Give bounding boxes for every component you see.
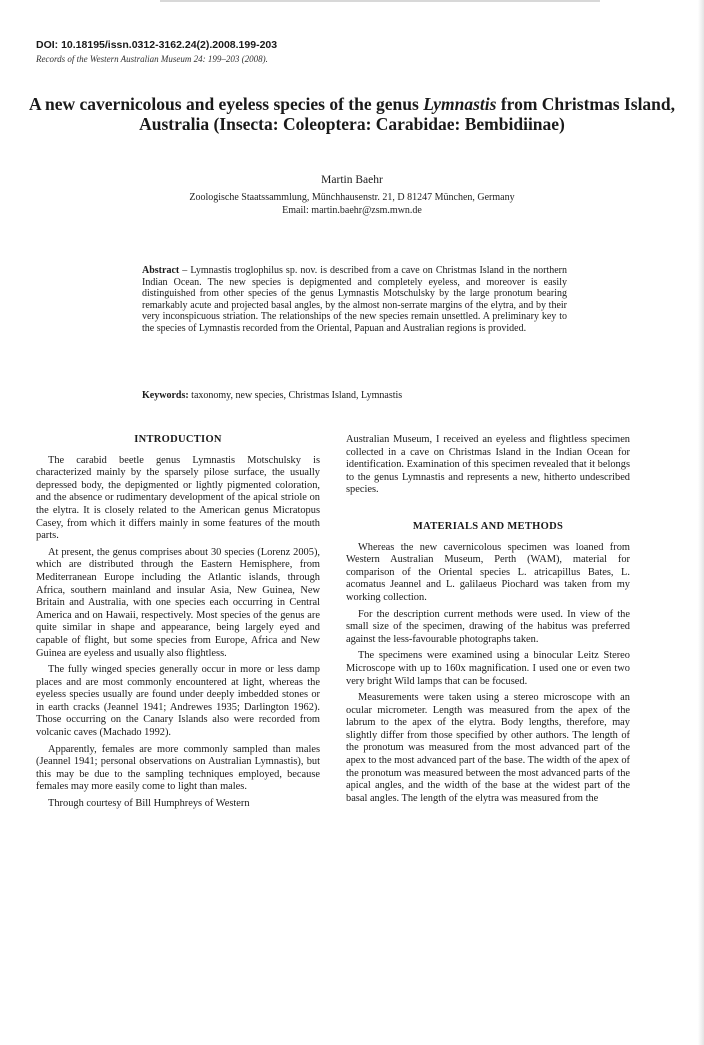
paragraph: Through courtesy of Bill Humphreys of Western: [48, 798, 250, 810]
doi-line: DOI: 10.18195/issn.0312-3162.24(2).2008.199-203: [36, 39, 278, 51]
affiliation-address: Zoologische Staatssammlung, Münchhausenstr. 21, D 81247 München, Germany: [189, 192, 515, 203]
title-genus: Lymnastis: [423, 94, 497, 114]
paragraph: Whereas the new cavernicolous specimen was loaned from Western Australian Museum, Perth (WAM), material for comparison of the Oriental species L. atricapillus Bates, L. acomatus Jeannel and L. galilaeus Piochard was taken from my working collection.: [346, 541, 630, 603]
paragraph: Measurements were taken using a stereo microscope with an ocular micrometer. Length was measured from the apex of the labrum to the apex of the elytra. Body lengths, therefore, may slightly differ from those specified by other authors. The length of the pronotum was measured from the most advanced part of the apex to the most advanced part of the base. The width of the apex of the pronotum was measured between the most advanced parts of the apical angles, and the width of the base at the widest part of the basal angles. The length of the elytra was measured from the: [346, 692, 631, 804]
right-column: [346, 434, 630, 809]
affiliation-email: Email: martin.baehr@zsm.mwn.de: [282, 205, 422, 216]
paragraph: The specimens were examined using a binocular Leitz Stereo Microscope with up to 160x magnification. I used one or even two very bright Wild lamps that can be focused.: [346, 650, 630, 687]
keywords: [142, 390, 567, 401]
paragraph: At present, the genus comprises about 30 species (Lorenz 2005), which are distributed through the Eastern Hemisphere, from Mediterranean Europe including the Atlantic islands, through Africa, southern mainland and insular Asia, New Guinea, New Britain and Australia, with one species each occurring in Central America and on Hawaii, respectively. Most species of the genus are quite similar in shape and appearance, being largely eyed and capable of flight, but some species from Europe, Africa and New Guinea are eyeless and usually also flightless.: [36, 546, 320, 659]
title-part1: A new cavernicolous and eyeless species of the genus: [28, 94, 424, 114]
abstract-text: – Lymnastis troglophilus sp. nov. is described from a cave on Christmas Island in the northern Indian Ocean. The new species is depigmented and completely eyeless, and moreover is easily distinguished from other species of the genus Lymnastis Motschulsky by the large pronotum bearing remarkably acute and projected basal angles, by the almost non-serrate margins of the elytra, and by their very inconspicuous striation. The relationships of the new species remain unsettled. A preliminary key to the species of Lymnastis recorded from the Oriental, Papuan and Australian regions is provided.: [142, 265, 567, 334]
methods-heading: MATERIALS AND METHODS: [412, 520, 564, 532]
section-spacer: [346, 501, 630, 521]
paragraph: For the description current methods were used. In view of the small size of the specimen, drawing of the habitus was preferred against the less-favourable photographs taken.: [346, 608, 630, 645]
author-affiliation: [80, 191, 624, 217]
keywords-label: Keywords:: [142, 390, 189, 401]
author-name: Martin Baehr: [321, 174, 383, 186]
abstract-label: Abstract: [142, 265, 180, 276]
paragraph: Apparently, females are more commonly sampled than males (Jeannel 1941; personal observations on Australian Lymnastis), but this may be due to the sampling techniques employed, because females may more easily come to light than males.: [36, 743, 320, 793]
scan-edge-shadow: [698, 0, 704, 1045]
journal-citation: Records of the Western Australian Museum 24: 199–203 (2008).: [36, 54, 268, 64]
title-part2: from Christmas Island, Australia (Insecta: Coleoptera: Carabidae: Bembidiinae): [139, 94, 676, 134]
left-column: [36, 434, 320, 815]
page-top-rule: [160, 0, 600, 2]
article-title: [20, 94, 684, 134]
paragraph: The fully winged species generally occur in more or less damp places and are most commonly encountered at light, whereas the eyeless species usually are found under deeply imbedded stones or in earth cracks (Jeannel 1941; Andrewes 1935; Darlington 1962). Those occurring on the Canary Islands also were recorded from volcanic caves (Machado 1992).: [36, 664, 320, 739]
abstract: [142, 265, 567, 334]
keywords-text: taxonomy, new species, Christmas Island, Lymnastis: [188, 390, 403, 401]
introduction-heading: INTRODUCTION: [134, 434, 222, 445]
paragraph: The carabid beetle genus Lymnastis Motschulsky is characterized mainly by the sparsely pilose surface, the usually depressed body, the depigmented or lightly pigmented coloration, and the absence or rudimentary development of the apical striole on the elytra. It is closely related to the American genus Micratopus Casey, from which it differs mainly in some features of the mouth parts.: [36, 454, 320, 542]
paragraph-continued: Australian Museum, I received an eyeless and flightless specimen collected in a cave on Christmas Island in the Indian Ocean for identification. Examination of this specimen revealed that it belongs to the genus Lymnastis and represents a new, hitherto undescribed species.: [346, 434, 630, 496]
